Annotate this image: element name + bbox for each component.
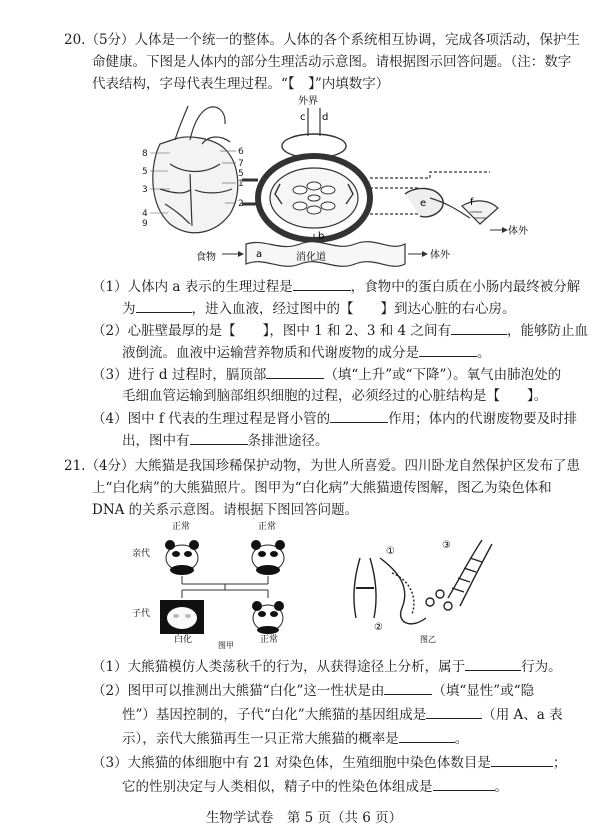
q20-sub4-line1: （4）图中 f 代表的生理过程是肾小管的 作用；体内的代谢废物要及时排 [92,408,577,429]
q20-sub2-line2: 液倒流。血液中运输营养物质和代谢废物的成分是 。 [122,342,491,363]
parent-panda-2 [251,540,285,575]
q21-panda-figure [130,518,510,650]
label-circle-1: ① [386,546,395,557]
q21-blank-4[interactable] [399,728,455,743]
label-figure-jia: 图甲 [218,641,234,650]
label-9: 9 [142,219,148,229]
q20-sub1-line1: （1）人体内 a 表示的生理过程是 ，食物中的蛋白质在小肠内最终被分解 [92,276,580,297]
label-d: d [322,112,329,123]
q20-stem-line3: 代表结构，字母代表生理过程。“【 】”内填数字） [92,76,390,92]
q21-sub1-line1: （1）大熊猫模仿人类荡秋千的行为，从获得途径上分析，属于 行为。 [92,656,562,677]
label-body-out-1: 体外 [508,226,528,237]
q20-sub1-line2: 为 ，进入血液，经过图中的【 】到达心脏的右心房。 [122,298,516,319]
q21-blank-2[interactable] [384,680,432,695]
label-normal-2: 正常 [258,522,277,532]
label-f: f [470,197,474,208]
label-normal-3: 正常 [260,635,279,645]
label-figure-yi: 图乙 [420,635,436,644]
label-a: a [256,249,263,260]
q20-blank-5[interactable] [266,364,324,379]
q21-blank-5[interactable] [491,752,553,767]
label-food: 食物 [196,252,216,263]
label-3: 3 [142,185,148,195]
q21-sub3-line2: 它的性别决定与人类相似，精子中的性染色体组成是 。 [122,776,508,797]
q20-blank-6[interactable] [330,408,388,423]
q20-blank-7[interactable] [190,430,248,445]
q20-sub3-line1: （3）进行 d 过程时，膈顶部 （填“上升”或“下降”）。氧气由肺泡处的 [92,364,561,385]
label-body-out-2: 体外 [430,250,450,261]
label-5-right: 5 [238,169,244,179]
q20-physiology-figure [130,94,530,270]
q21-blank-6[interactable] [433,776,495,791]
label-c: c [300,112,306,123]
parent-panda-1 [162,534,202,575]
label-b: b [318,231,325,242]
q20-blank-4[interactable] [419,342,477,357]
chromosome-illustration [354,540,492,624]
label-4: 4 [142,209,148,219]
page-footer: 生物学试卷 第 5 页（共 6 页） [205,810,403,826]
label-parent: 亲代 [132,549,151,559]
q21-stem-line1: 21.（4分）大熊猫是我国珍稀保护动物，为世人所喜爱。四川卧龙自然保护区发布了患 [64,458,581,474]
q20-blank-3[interactable] [451,320,507,335]
q20-stem-line2: 命健康。下图是人体内的部分生理活动示意图。请根据图示回答问题。（注：数字 [92,54,572,70]
q20-stem-line1: 20.（5分）人体是一个统一的整体。人体的各个系统相互协调，完成各项活动，保护生 [64,32,581,48]
label-outside: 外界 [298,96,318,107]
label-normal-1: 正常 [172,522,191,532]
label-circle-2: ② [374,622,383,633]
q21-sub2-line3: 示），亲代大熊猫再生一只正常大熊猫的概率是 。 [122,728,468,749]
offspring-normal-panda [252,601,284,634]
q21-sub3-line1: （3）大熊猫的体细胞中有 21 对染色体，生殖细胞中染色体数目是 ； [92,752,566,773]
q21-blank-1[interactable] [465,656,521,671]
q21-stem-line2: 上“白化病”的大熊猫照片。图甲为“白化病”大熊猫遗传图解，图乙为染色体和 [92,480,552,496]
q20-blank-1[interactable] [293,276,351,291]
label-8: 8 [142,149,148,159]
label-5-left: 5 [142,167,148,177]
q21-sub2-line2: 性”）基因控制的，子代“白化”大熊猫的基因组成是 （用 A、a 表 [122,704,563,725]
label-e: e [420,198,427,209]
label-2: 2 [238,199,244,209]
q20-sub4-line2: 出，图中有 条排泄途径。 [122,430,329,451]
label-offspring: 子代 [132,609,151,619]
label-albino: 白化 [174,635,193,645]
q21-stem-line3: DNA 的关系示意图。请根据下图回答问题。 [92,502,359,518]
q20-sub3-line2: 毛细血管运输到脑部组织细胞的过程，必须经过的心脏结构是【 】。 [122,388,548,404]
label-6: 6 [238,147,244,157]
albino-panda [160,600,204,634]
label-digestive-tract: 消化道 [296,252,326,263]
q21-sub2-line1: （2）图甲可以推测出大熊猫“白化”这一性状是由 （填“显性”或“隐 [92,680,534,701]
label-7: 7 [238,159,244,169]
label-1: 1 [238,179,244,189]
q20-sub2-line1: （2）心脏壁最厚的是【 】，图中 1 和 2、3 和 4 之间有 ，能够防止血 [92,320,588,341]
q20-blank-2[interactable] [136,298,192,313]
heart-illustration [153,106,238,233]
label-circle-3: ③ [442,540,451,551]
q21-blank-3[interactable] [426,704,482,719]
